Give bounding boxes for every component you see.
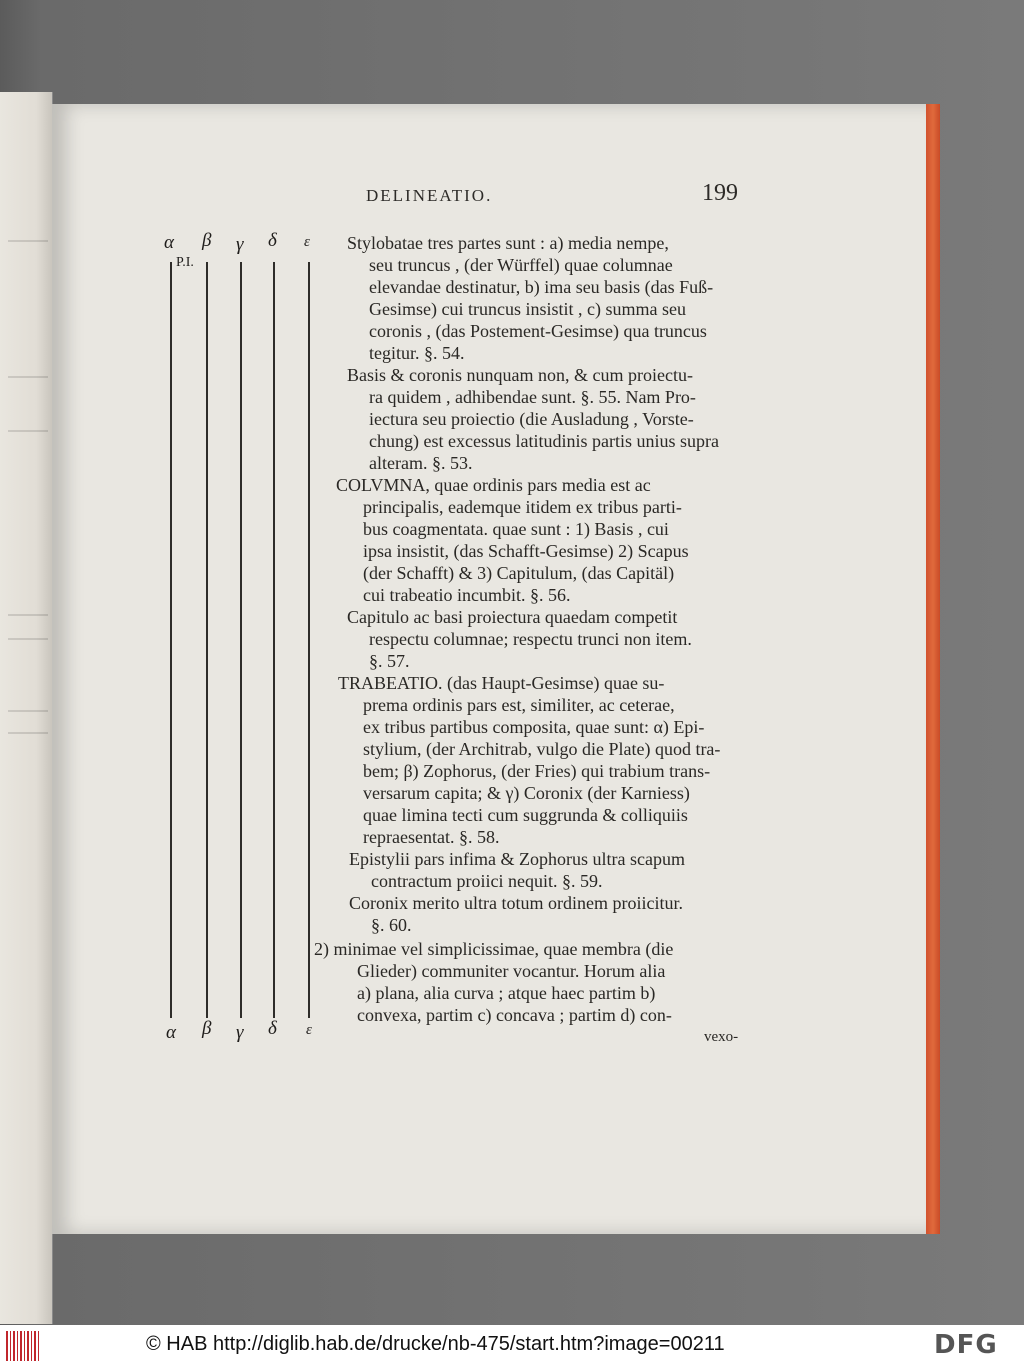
footer-credit-link[interactable]: © HAB http://diglib.hab.de/drucke/nb-475/start.htm?image=00211 [146,1333,725,1355]
previous-page-edge [0,92,53,1324]
greek-marker-top-epsilon: ε [304,234,310,250]
text-line: ra quidem , adhibendae sunt. §. 55. Nam Pro- [369,387,696,407]
scale-line-alpha [170,262,172,1018]
text-line: respectu columnae; respectu trunci non item. [369,629,692,649]
greek-marker-bottom-gamma: γ [236,1022,244,1043]
text-line: convexa, partim c) concava ; partim d) con- [357,1005,672,1025]
text-line: Stylobatae tres partes sunt : a) media nempe, [347,233,669,253]
text-line: repraesentat. §. 58. [363,827,500,847]
text-line: ex tribus partibus composita, quae sunt: α) Epi- [363,717,705,737]
text-line: cui trabeatio incumbit. §. 56. [363,585,571,605]
text-line: §. 57. [369,651,410,671]
greek-marker-bottom-epsilon: ε [306,1022,312,1038]
footer-bar [0,1325,1024,1367]
text-line: (der Schafft) & 3) Capitulum, (das Capitäl) [363,563,675,583]
text-line: ipsa insistit, (das Schafft-Gesimse) 2) Scapus [363,541,689,561]
text-line: tegitur. §. 54. [369,343,465,363]
text-line: iectura seu proiectio (die Ausladung , Vorste- [369,409,694,429]
text-line: prema ordinis pars est, similiter, ac ceterae, [363,695,675,715]
page-number: 199 [702,180,738,206]
text-line: principalis, eademque itidem ex tribus parti- [363,497,682,517]
text-line: chung) est excessus latitudinis partis unius supra [369,431,719,451]
text-line: stylium, (der Architrab, vulgo die Plate) quod tra- [363,739,721,759]
text-line: alteram. §. 53. [369,453,473,473]
greek-marker-bottom-beta: β [202,1018,212,1039]
text-line: TRABEATIO. (das Haupt-Gesimse) quae su- [338,673,665,693]
greek-marker-top-alpha: α [164,232,174,253]
library-barcode-icon [6,1331,40,1361]
greek-marker-bottom-alpha: α [166,1022,176,1043]
text-line: Coronix merito ultra totum ordinem proiicitur. [349,893,683,913]
page-edge-red [926,104,940,1234]
text-line: Glieder) communiter vocantur. Horum alia [357,961,666,981]
text-line: bem; β) Zophorus, (der Fries) qui trabium trans- [363,761,711,781]
scale-line-gamma [240,262,242,1018]
text-line: Epistylii pars infima & Zophorus ultra scapum [349,849,685,869]
greek-marker-top-gamma: γ [236,234,244,255]
text-line: a) plana, alia curva ; atque haec partim b) [357,983,656,1003]
text-line: seu truncus , (der Würffel) quae columnae [369,255,673,275]
scale-line-delta [273,262,275,1018]
dfg-logo: DFG [934,1330,998,1360]
greek-marker-top-beta: β [202,230,212,251]
text-line: versarum capita; & γ) Coronix (der Karniess) [363,783,690,803]
text-line: bus coagmentata. quae sunt : 1) Basis , cui [363,519,669,539]
plate-label: P.I. [176,255,194,270]
text-line: §. 60. [371,915,412,935]
running-head: DELINEATIO. [366,186,493,205]
text-line: contractum proiici nequit. §. 59. [371,871,603,891]
greek-marker-bottom-delta: δ [268,1018,277,1039]
text-line: Gesimse) cui truncus insistit , c) summa seu [369,299,686,319]
text-line: coronis , (das Postement-Gesimse) qua truncus [369,321,707,341]
text-line: Capitulo ac basi proiectura quaedam competit [347,607,678,627]
scale-line-epsilon [308,262,310,1018]
text-line: 2) minimae vel simplicissimae, quae membra (die [314,939,674,959]
text-line: COLVMNA, quae ordinis pars media est ac [336,475,651,495]
catchword: vexo- [704,1029,739,1045]
text-line: quae limina tecti cum suggrunda & colliquiis [363,805,688,825]
scale-line-beta [206,262,208,1018]
text-line: elevandae destinatur, b) ima seu basis (das Fuß- [369,277,714,297]
greek-marker-top-delta: δ [268,230,277,251]
text-line: Basis & coronis nunquam non, & cum proiectu- [347,365,693,385]
